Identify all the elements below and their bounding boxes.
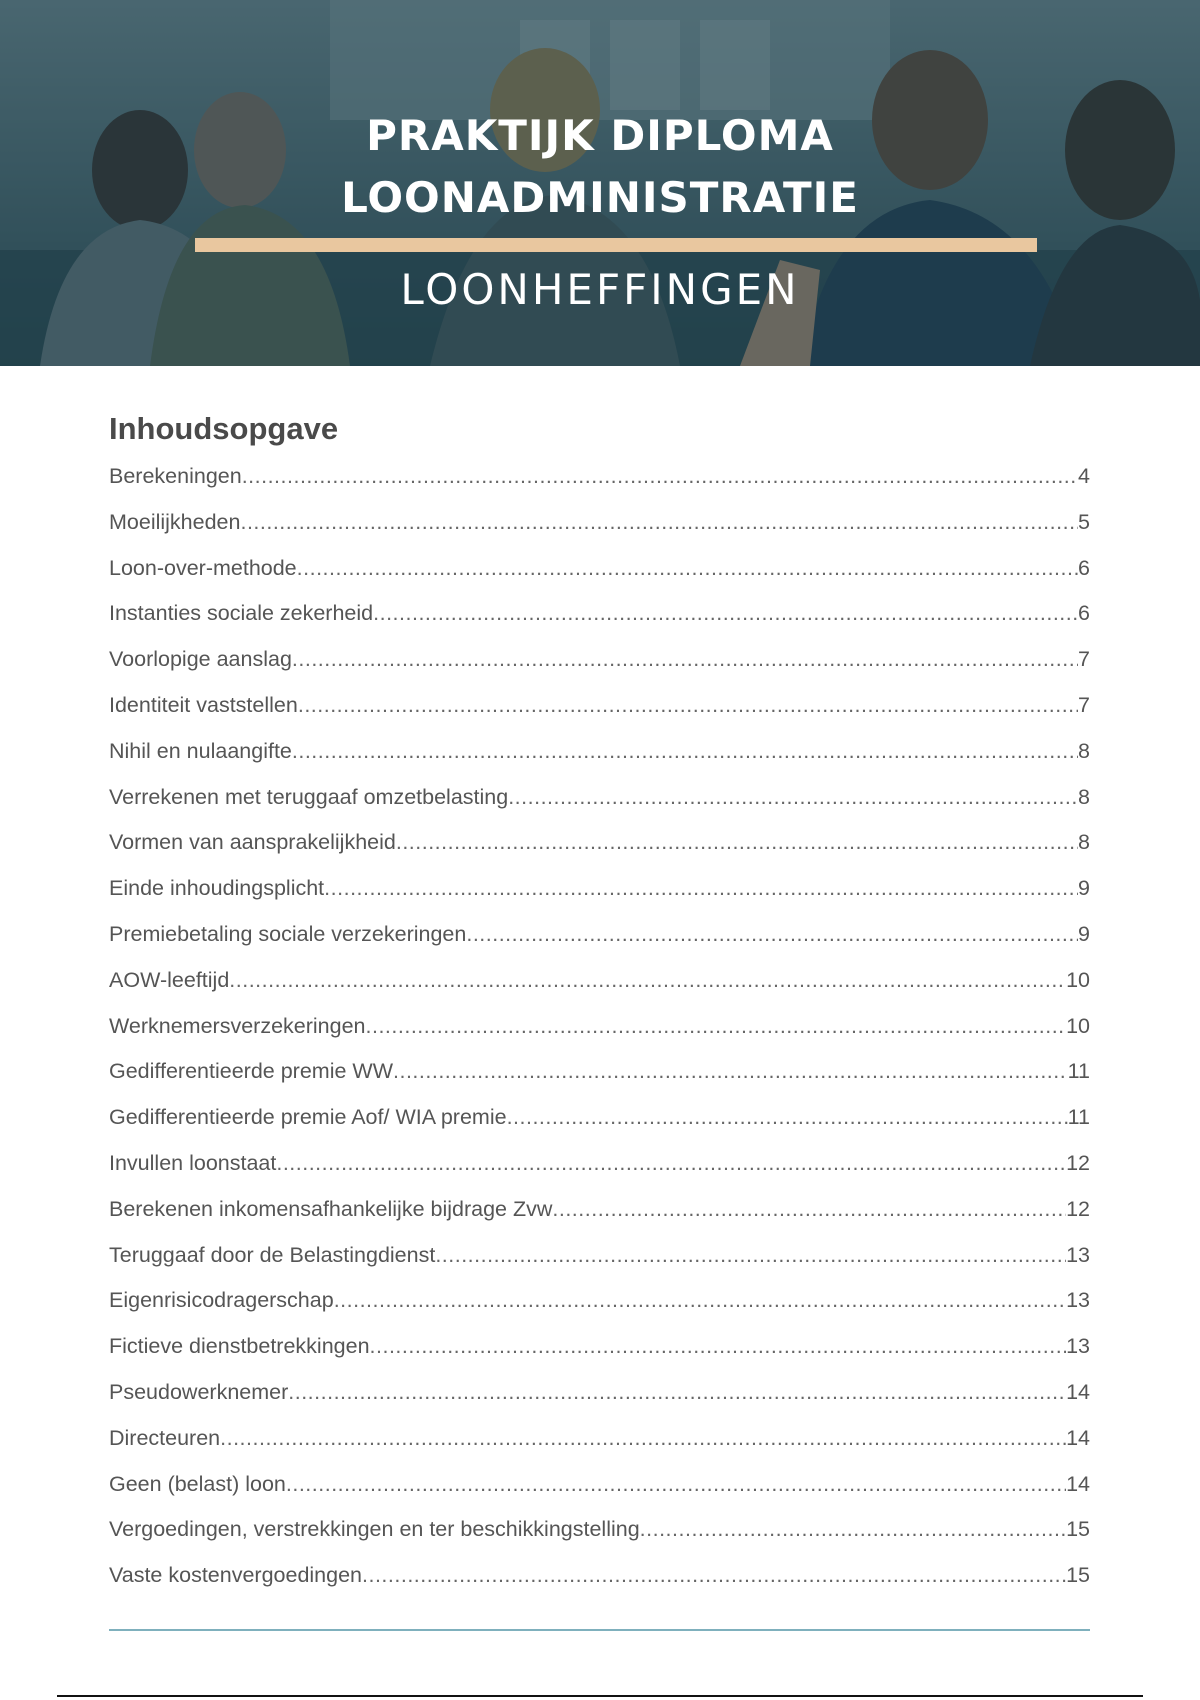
toc-entry[interactable] [109, 1324, 1090, 1370]
toc-dot-leader [393, 1049, 1068, 1095]
toc-entry[interactable] [109, 637, 1090, 683]
toc-dot-leader [370, 1324, 1067, 1370]
table-of-contents [109, 404, 1090, 1599]
toc-entry[interactable] [109, 500, 1090, 546]
toc-entry-title: Loon-over-methode [109, 555, 297, 580]
toc-entry-title: Invullen loonstaat [109, 1150, 277, 1175]
toc-entry-title: Verrekenen met teruggaaf omzetbelasting [109, 784, 509, 809]
toc-entry-title: Premiebetaling sociale verzekeringen [109, 921, 467, 946]
toc-entry[interactable] [109, 1416, 1090, 1462]
toc-entry-title: Vergoedingen, verstrekkingen en ter beschikkingstelling [109, 1517, 640, 1542]
toc-entry-page: 10 [1066, 967, 1090, 992]
title-accent-rule [195, 238, 1037, 252]
toc-entry-title: Geen (belast) loon [109, 1471, 286, 1496]
toc-entry-title: Teruggaaf door de Belastingdienst [109, 1242, 436, 1267]
toc-entry-title: Einde inhoudingsplicht [109, 876, 325, 901]
toc-dot-leader [396, 820, 1078, 866]
toc-entry[interactable] [109, 1553, 1090, 1599]
toc-entry-page: 6 [1078, 601, 1090, 626]
toc-entry-title: Berekeningen [109, 464, 242, 488]
toc-entry-title: Fictieve dienstbetrekkingen [109, 1334, 370, 1359]
toc-entry-title: Gedifferentieerde premie Aof/ WIA premie [109, 1105, 507, 1130]
toc-dot-leader [220, 1416, 1066, 1462]
toc-entry[interactable] [109, 1004, 1090, 1050]
toc-entry-title: Directeuren [109, 1425, 221, 1450]
toc-dot-leader [292, 637, 1078, 683]
toc-dot-leader [508, 775, 1078, 821]
toc-entry[interactable] [109, 1141, 1090, 1187]
toc-entry-page: 7 [1078, 692, 1090, 717]
toc-entry[interactable] [109, 866, 1090, 912]
toc-dot-leader [240, 500, 1078, 546]
section-divider [109, 1629, 1090, 1631]
toc-entry-title: Voorlopige aanslag [109, 647, 292, 672]
toc-dot-leader [229, 958, 1066, 1004]
toc-dot-leader [366, 1004, 1067, 1050]
toc-dot-leader [242, 454, 1078, 500]
page-bottom-rule [57, 1695, 1143, 1697]
toc-entry-page: 12 [1066, 1150, 1090, 1175]
document-title-line-1: PRAKTIJK DIPLOMA [366, 111, 834, 160]
toc-entry-title: Berekenen inkomensafhankelijke bijdrage Zvw [109, 1196, 553, 1221]
toc-entry-title: Vaste kostenvergoedingen [109, 1563, 363, 1588]
toc-dot-leader [292, 729, 1078, 775]
toc-entry[interactable] [109, 1278, 1090, 1324]
toc-entry-page: 4 [1078, 464, 1090, 488]
toc-entry-page: 13 [1066, 1334, 1090, 1359]
toc-entry-page: 7 [1078, 647, 1090, 672]
toc-entry[interactable] [109, 1049, 1090, 1095]
toc-entry-page: 11 [1067, 1105, 1090, 1130]
toc-entry[interactable] [109, 1462, 1090, 1508]
toc-dot-leader [297, 546, 1078, 592]
toc-entry-page: 8 [1078, 738, 1090, 763]
toc-dot-leader [466, 912, 1078, 958]
toc-dot-leader [334, 1278, 1066, 1324]
toc-entry-page: 10 [1066, 1013, 1090, 1038]
toc-entry-title: Nihil en nulaangifte [109, 738, 292, 763]
toc-entry-title: Instanties sociale zekerheid [109, 601, 374, 626]
toc-entry-title: Werknemersverzekeringen [109, 1013, 366, 1038]
toc-dot-leader [362, 1553, 1066, 1599]
toc-entry-page: 6 [1078, 555, 1090, 580]
toc-dot-leader [288, 1370, 1066, 1416]
toc-entry-page: 14 [1066, 1379, 1090, 1404]
toc-entry[interactable] [109, 729, 1090, 775]
toc-entry[interactable] [109, 454, 1090, 500]
toc-entry[interactable] [109, 1095, 1090, 1141]
toc-entry-page: 14 [1066, 1425, 1090, 1450]
toc-entry-page: 14 [1066, 1471, 1090, 1496]
toc-entry-title: Pseudowerknemer [109, 1379, 289, 1404]
toc-dot-leader [373, 591, 1078, 637]
toc-entry-page: 15 [1066, 1517, 1090, 1542]
toc-entry-title: Eigenrisicodragerschap [109, 1288, 334, 1313]
toc-entry[interactable] [109, 912, 1090, 958]
toc-entry[interactable] [109, 958, 1090, 1004]
toc-entry[interactable] [109, 820, 1090, 866]
toc-entry[interactable] [109, 591, 1090, 637]
toc-dot-leader [324, 866, 1078, 912]
toc-entry-page: 15 [1066, 1563, 1090, 1588]
toc-entry-page: 8 [1078, 830, 1090, 855]
toc-dot-leader [640, 1507, 1066, 1553]
toc-dot-leader [286, 1462, 1066, 1508]
toc-dot-leader [276, 1141, 1066, 1187]
toc-entry-title: Gedifferentieerde premie WW [109, 1059, 393, 1084]
toc-entry[interactable] [109, 775, 1090, 821]
toc-dot-leader [552, 1187, 1066, 1233]
toc-entry-page: 12 [1066, 1196, 1090, 1221]
toc-heading: Inhoudsopgave [109, 411, 339, 446]
toc-entry-title: Moeilijkheden [109, 509, 241, 534]
toc-entry[interactable] [109, 1370, 1090, 1416]
toc-entry-title: Vormen van aansprakelijkheid [109, 830, 396, 855]
document-subtitle: LOONHEFFINGEN [400, 265, 800, 314]
toc-list [109, 454, 1090, 1599]
toc-dot-leader [298, 683, 1078, 729]
toc-entry-title: AOW-leeftijd [109, 967, 230, 992]
toc-entry[interactable] [109, 683, 1090, 729]
toc-entry[interactable] [109, 1507, 1090, 1553]
toc-dot-leader [435, 1233, 1066, 1279]
toc-dot-leader [507, 1095, 1068, 1141]
toc-entry-page: 13 [1066, 1242, 1090, 1267]
header-banner [0, 0, 1200, 366]
toc-entry-page: 9 [1078, 921, 1090, 946]
toc-entry-page: 5 [1078, 509, 1090, 534]
toc-entry-title: Identiteit vaststellen [109, 692, 298, 717]
toc-entry-page: 9 [1078, 876, 1090, 901]
toc-entry[interactable] [109, 546, 1090, 592]
toc-entry[interactable] [109, 1233, 1090, 1279]
toc-entry-page: 13 [1066, 1288, 1090, 1313]
toc-entry-page: 11 [1067, 1059, 1090, 1084]
toc-entry-page: 8 [1078, 784, 1090, 809]
document-title-line-2: LOONADMINISTRATIE [341, 173, 859, 222]
toc-entry[interactable] [109, 1187, 1090, 1233]
